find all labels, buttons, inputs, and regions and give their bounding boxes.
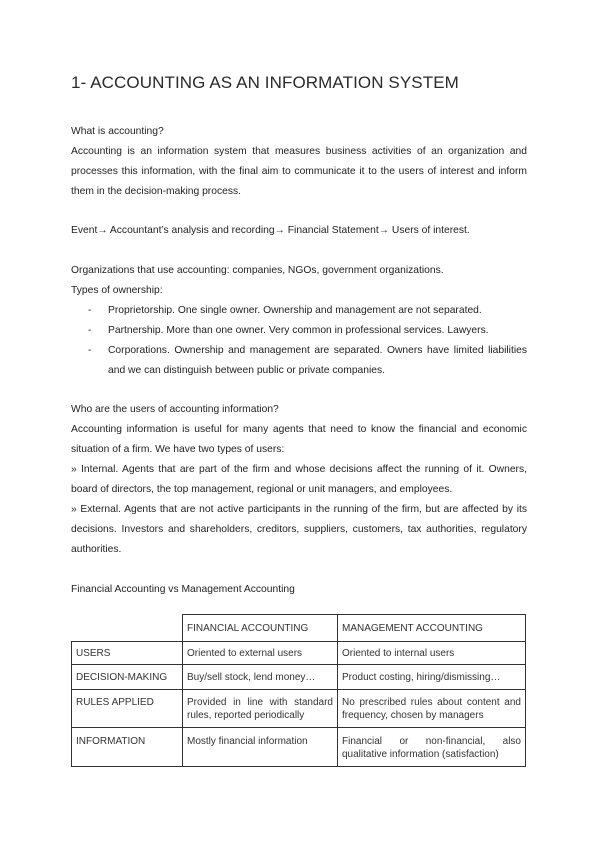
table-header-row: [72, 615, 526, 642]
accounting-definition-paragraph: Accounting is an information system that measures business activities of an organization and processes this information, with the final aim to communicate it to the users of interest and inform them in the decision-making process.: [71, 146, 527, 197]
table-cell: No prescribed rules about content and frequency, chosen by managers: [338, 690, 526, 728]
table-cell: Buy/sell stock, lend money…: [183, 665, 338, 690]
dash-bullet-icon: -: [88, 305, 92, 316]
organizations-text: Organizations that use accounting: companies, NGOs, government organizations.: [71, 265, 444, 276]
table-cell: Product costing, hiring/dismissing…: [338, 665, 526, 690]
table-row: [72, 642, 526, 665]
users-intro-paragraph: Accounting information is useful for many agents that need to know the financial and economic situation of a firm. We have two types of users:: [71, 424, 527, 455]
list-item-partnership: [71, 321, 527, 341]
ownership-list: [71, 301, 527, 381]
table-row: [72, 690, 526, 728]
table-cell: Mostly financial information: [183, 728, 338, 767]
external-users-paragraph: » External. Agents that are not active participants in the running of the firm, but are affected by its decisions. Investors and shareholders, creditors, suppliers, customers, tax authorities, regulatory authorities.: [71, 504, 527, 555]
table-caption: Financial Accounting vs Management Accounting: [71, 584, 295, 595]
table-header-empty: [72, 615, 183, 642]
dash-bullet-icon: -: [88, 345, 92, 356]
list-item-text: Partnership. More than one owner. Very common in professional services. Lawyers.: [108, 325, 489, 336]
table-cell: Oriented to internal users: [338, 642, 526, 665]
table-cell: Financial or non-financial, also qualitative information (satisfaction): [338, 728, 526, 767]
row-label-users: USERS: [72, 642, 183, 665]
list-item-corporations: [71, 341, 527, 381]
table-cell: Provided in line with standard rules, reported periodically: [183, 690, 338, 728]
row-label-rules-applied: RULES APPLIED: [72, 690, 183, 728]
dash-bullet-icon: -: [88, 325, 92, 336]
table-header-management: MANAGEMENT ACCOUNTING: [338, 615, 526, 642]
ownership-label: Types of ownership:: [71, 285, 163, 296]
section-heading-what-is-accounting: What is accounting?: [71, 126, 164, 137]
table-cell: Oriented to external users: [183, 642, 338, 665]
table-row: [72, 665, 526, 690]
table-header-financial: FINANCIAL ACCOUNTING: [183, 615, 338, 642]
internal-users-paragraph: » Internal. Agents that are part of the firm and whose decisions affect the running of it. Owners, board of directors, the top management, regional or unit managers, and employees.: [71, 464, 527, 495]
table-row: [72, 728, 526, 767]
page-title: 1- ACCOUNTING AS AN INFORMATION SYSTEM: [71, 73, 459, 92]
accounting-flow-text: Event→ Accountant’s analysis and recording→ Financial Statement→ Users of interest.: [71, 225, 470, 236]
row-label-information: INFORMATION: [72, 728, 183, 767]
list-item-text: Proprietorship. One single owner. Ownership and management are not separated.: [108, 305, 482, 316]
list-item-text: Corporations. Ownership and management are separated. Owners have limited liabilities and we can distinguish between public or private companies.: [108, 345, 527, 376]
comparison-table: [71, 614, 526, 767]
list-item-proprietorship: [71, 301, 527, 321]
row-label-decision-making: DECISION-MAKING: [72, 665, 183, 690]
section-heading-users: Who are the users of accounting information?: [71, 404, 279, 415]
